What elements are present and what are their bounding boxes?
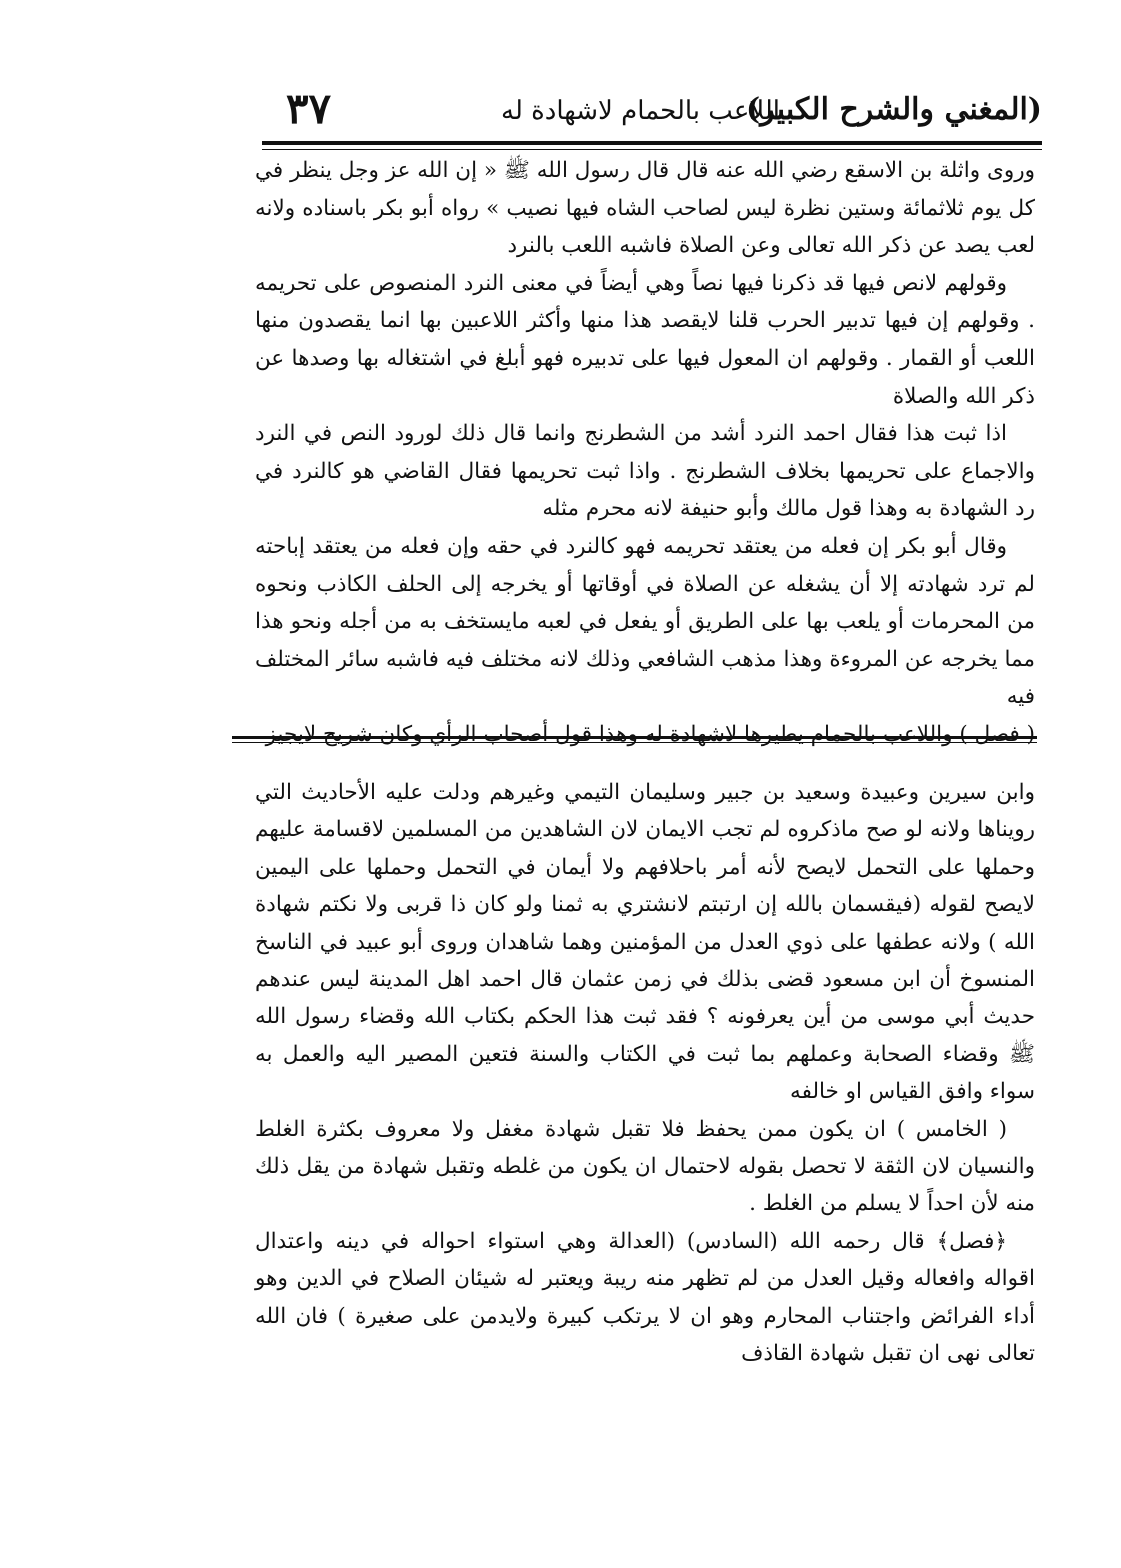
upper-paragraph-5: ( فصل ) واللاعب بالحمام يطيرها لاشهادة له وهذا قول أصحاب الرأي وكان شريح لايجيز: [265, 721, 1035, 747]
lower-paragraph-1: وابن سيرين وعبيدة وسعيد بن جبير وسليمان التيمي وغيرهم ودلت عليه الأحاديث التي رويناها ولانه لو صح ماذكروه لم تجب الايمان لان الشاهدين من المسلمين لاقسامة عليهم وحملها على التحمل لايصح لأنه أمر باحلافهم ولا أيمان في التحمل وحملها على اليمين لايصح لقوله (فيقسمان بالله إن ارتبتم لانشتري به ثمنا ولو كان ذا قربى ولا نكتم شهادة الله ) ولانه عطفها على ذوي العدل من المؤمنين وهما شاهدان وروى أبو عبيد في الناسخ المنسوخ أن ابن مسعود قضى بذلك في زمن عثمان قال احمد اهل المدينة ليس عندهم حديث أبي موسى من أين يعرفونه ؟ فقد ثبت هذا الحكم بكتاب الله وقضاء رسول الله ﷺ وقضاء الصحابة وعملهم بما ثبت في الكتاب والسنة فتعين المصير اليه والعمل به سواء وافق القياس او خالفه: [255, 780, 1035, 1105]
header-rule-thin: [262, 149, 1042, 150]
chapter-title: اللاعب بالحمام لاشهادة له: [501, 96, 780, 126]
page-header: [262, 86, 1042, 136]
upper-paragraph-4: وقال أبو بكر إن فعله من يعتقد تحريمه فهو كالنرد في حقه وإن فعله من يعتقد إباحته لم ترد شهادته إلا أن يشغله عن الصلاة في أوقاتها أو يخرجه إلى الحلف الكاذب ونحوه من المحرمات أو يلعب بها على الطريق أو يفعل في لعبه مايستخف به من أجله ونحو هذا مما يخرجه عن المروءة وهذا مذهب الشافعي وذلك لانه مختلف فيه فاشبه سائر المختلف فيه: [255, 533, 1035, 710]
lower-text-block: [255, 774, 1035, 1373]
upper-text-block: [255, 152, 1035, 754]
upper-paragraph-1: وروى واثلة بن الاسقع رضي الله عنه قال قال رسول الله ﷺ « إن الله عز وجل ينظر في كل يوم ثلاثمائة وستين نظرة ليس لصاحب الشاه فيها نصيب » رواه أبو بكر باسناده ولانه لعب يصد عن ذكر الله تعالى وعن الصلاة فاشبه اللعب بالنرد: [255, 158, 1035, 259]
book-title: (المغني والشرح الكبير): [746, 92, 1042, 127]
upper-paragraph-2: وقولهم لانص فيها قد ذكرنا فيها نصاً وهي أيضاً في معنى النرد المنصوص على تحريمه . وقولهم إن فيها تدبير الحرب قلنا لايقصد هذا منها وأكثر اللاعبين بها انما يقصدون منها اللعب أو القمار . وقولهم ان المعول فيها على تدبيره فهو أبلغ في اشتغاله بها وصدها عن ذكر الله والصلاة: [255, 270, 1035, 409]
upper-paragraph-3: اذا ثبت هذا فقال احمد النرد أشد من الشطرنج وانما قال ذلك لورود النص في النرد والاجماع على تحريمها بخلاف الشطرنج . واذا ثبت تحريمها فقال القاضي هو كالنرد في رد الشهادة به وهذا قول مالك وأبو حنيفة لانه محرم مثله: [255, 421, 1035, 522]
section-divider-thin: [232, 742, 1037, 743]
lower-paragraph-2: ( الخامس ) ان يكون ممن يحفظ فلا تقبل شهادة مغفل ولا معروف بكثرة الغلط والنسيان لان الثقة لا تحصل بقوله لاحتمال ان يكون من غلطه وتقبل شهادة من يقل ذلك منه لأن احداً لا يسلم من الغلط .: [255, 1116, 1035, 1217]
page-number: ٣٧: [286, 84, 332, 133]
lower-paragraph-3: ﴿فصل﴾ قال رحمه الله (السادس) (العدالة وهي استواء احواله في دينه واعتدال اقواله وافعاله وقيل العدل من لم تظهر منه ريبة ويعتبر له شيئان الصلاح في الدين وهو أداء الفرائض واجتناب المحارم وهو ان لا يرتكب كبيرة ولايدمن على صغيرة ) فان الله تعالى نهى ان تقبل شهادة القاذف: [255, 1228, 1035, 1367]
section-divider: [232, 736, 1037, 739]
header-rule: [262, 141, 1042, 145]
